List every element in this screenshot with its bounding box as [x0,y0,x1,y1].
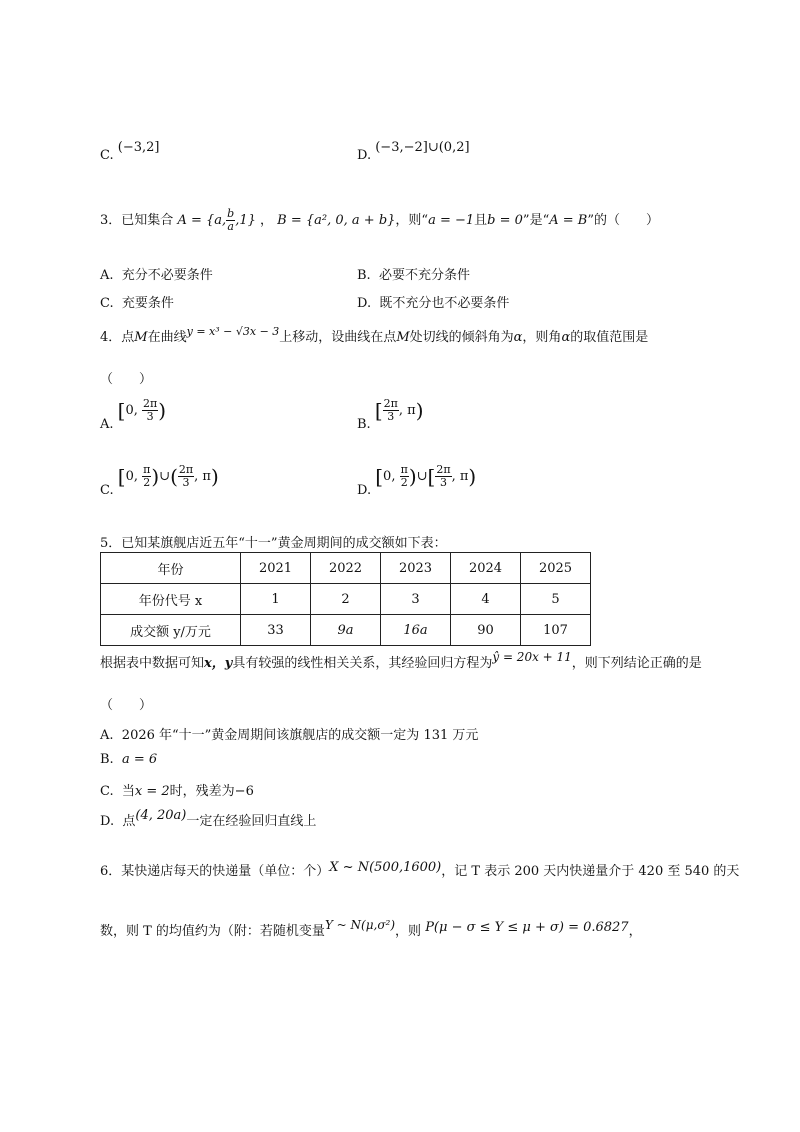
question-5-stem [100,532,447,551]
distribution: Y ~ N(μ,σ²) [324,918,396,932]
option-math: [0, $\frac{2\pi}{3}$ ) [117,397,167,423]
stem-text: ”的（ ） [587,213,659,228]
option-text: 一定在经验回归直线上 [186,814,317,829]
table-cell: 2022 [311,553,381,584]
variable: α [561,330,571,345]
prev-option-c [100,140,160,163]
table-cell: 3 [381,584,451,615]
option-label: B. [100,752,114,767]
option-math: x = 2 [134,784,170,799]
question-6-stem [100,860,739,879]
fraction [226,208,235,233]
table-row [101,553,591,584]
option-text: 2026 年“十一”黄金周期间该旗舰店的成交额一定为 131 万元 [121,728,479,743]
table-cell: 年份代号 x [101,584,241,615]
table-row [101,584,591,615]
option-text: 当 [121,784,135,799]
q5-option-d [100,810,316,829]
option-text: 充分不必要条件 [121,268,213,283]
option-label: C. [100,483,114,498]
stem-text: ”是“ [522,213,550,228]
stem-text: 的取值范围是 [570,330,649,345]
option-label: C. [100,784,114,799]
option-math: (4, 20a) [135,808,187,823]
option-label: B. [357,268,371,283]
option-label: D. [357,148,372,163]
stem-text: 点 [121,330,135,345]
table-cell: 2025 [521,553,591,584]
q5-option-b [100,752,157,767]
q4-option-a [100,397,167,432]
variable: M [134,330,148,345]
table-cell: 4 [451,584,521,615]
option-text: 必要不充分条件 [378,268,470,283]
set-a-right: ,1} [235,213,256,228]
option-math: (−3,2] [117,140,160,155]
curve-formula: y = x³ − √3x − 3 [186,325,280,338]
option-math: a = 6 [121,752,158,767]
stem-text: 已知集合 [121,213,174,228]
stem-text: 在曲线 [147,330,187,345]
question-6-line2 [100,920,642,939]
stem-text: 上移动，设曲线在点 [279,330,397,345]
q4-option-c [100,463,219,498]
stem-text: ，则角 [522,330,562,345]
denominator: a [227,220,234,233]
stem-text: 具有较强的线性相关关系，其经验回归方程为 [232,656,493,671]
table-cell: 2023 [381,553,451,584]
stem-text: 处切线的倾斜角为 [409,330,514,345]
option-label: A. [100,417,114,432]
table-cell: 16a [381,615,451,646]
stem-text: 数，则 T 的均值约为（附：若随机变量 [100,924,325,939]
table-cell: 1 [241,584,311,615]
condition: b = 0 [487,213,523,228]
option-label: D. [357,296,372,311]
q5-option-a [100,724,478,743]
stem-text: ，记 T 表示 200 天内快递量介于 420 至 540 的天 [441,864,740,879]
table-cell: 90 [451,615,521,646]
table-cell: 2024 [451,553,521,584]
option-text: 时，残差为−6 [169,784,254,799]
q3-option-c [100,292,174,311]
option-label: A. [100,728,114,743]
distribution: X ~ N(500,1600) [329,860,442,875]
option-label: D. [100,814,115,829]
table-row [101,615,591,646]
q4-option-b [357,397,424,432]
table-cell: 2021 [241,553,311,584]
regression-equation: ŷ = 20x + 11 [492,650,572,664]
q3-option-b [357,264,470,283]
table-cell: 107 [521,615,591,646]
q5-option-c [100,780,254,799]
table-cell: 33 [241,615,311,646]
answer-paren: （ ） [100,372,153,387]
question-number: 5． [100,536,122,551]
variables: x，y [204,656,233,671]
probability-formula: P(μ − σ ≤ Y ≤ μ + σ) = 0.6827 [425,920,629,935]
separator: ， [260,213,274,228]
option-math: (−3,−2]∪(0,2] [375,140,470,155]
question-number: 4． [100,330,122,345]
option-math: [ $\frac{2\pi}{3}$ , π) [374,397,424,423]
stem-text: ，则下列结论正确的是 [571,656,702,671]
numerator: b [227,207,235,220]
option-math: [0, $\frac{\pi}{2}$ )∪( $\frac{2\pi}{3}$ , π) [117,463,219,489]
option-text: 既不充分也不必要条件 [379,296,510,311]
question-4-stem [100,326,648,345]
option-label: D. [357,483,372,498]
option-text: 点 [122,814,136,829]
q3-option-d [357,292,509,311]
stem-text: 根据表中数据可知 [100,656,205,671]
q4-option-d [357,463,477,498]
option-text: 充要条件 [121,296,174,311]
option-label: C. [100,148,114,163]
prev-option-d [357,140,470,163]
variable: M [396,330,410,345]
option-math: [0, $\frac{\pi}{2}$ )∪[ $\frac{2\pi}{3}$ , π) [375,463,477,489]
option-label: C. [100,296,114,311]
question-5-continuation [100,652,702,671]
q3-option-a [100,264,213,283]
sales-table [100,552,591,646]
set-a [177,207,260,233]
table-cell: 5 [521,584,591,615]
option-label: B. [357,417,371,432]
stem-text: ，则 [395,924,422,939]
condition: A = B [549,213,588,228]
question-3-stem [100,208,659,233]
table-cell: 2 [311,584,381,615]
table-cell: 9a [311,615,381,646]
variable: α [513,330,523,345]
condition: a = −1 [428,213,475,228]
stem-text: 且 [474,213,488,228]
table-cell: 年份 [101,553,241,584]
set-b: B = {a², 0, a + b} [277,213,396,228]
question-number: 3． [100,213,122,228]
question-number: 6． [100,864,122,879]
answer-paren: （ ） [100,698,153,713]
option-label: A. [100,268,114,283]
stem-text: ， [628,924,642,939]
table-cell: 成交额 y/万元 [101,615,241,646]
set-a-left: A = {a, [177,213,227,228]
stem-text: 已知某旗舰店近五年“十一”黄金周期间的成交额如下表： [121,536,447,551]
stem-text: ，则“ [395,213,429,228]
stem-text: 某快递店每天的快递量（单位：个） [121,864,330,879]
